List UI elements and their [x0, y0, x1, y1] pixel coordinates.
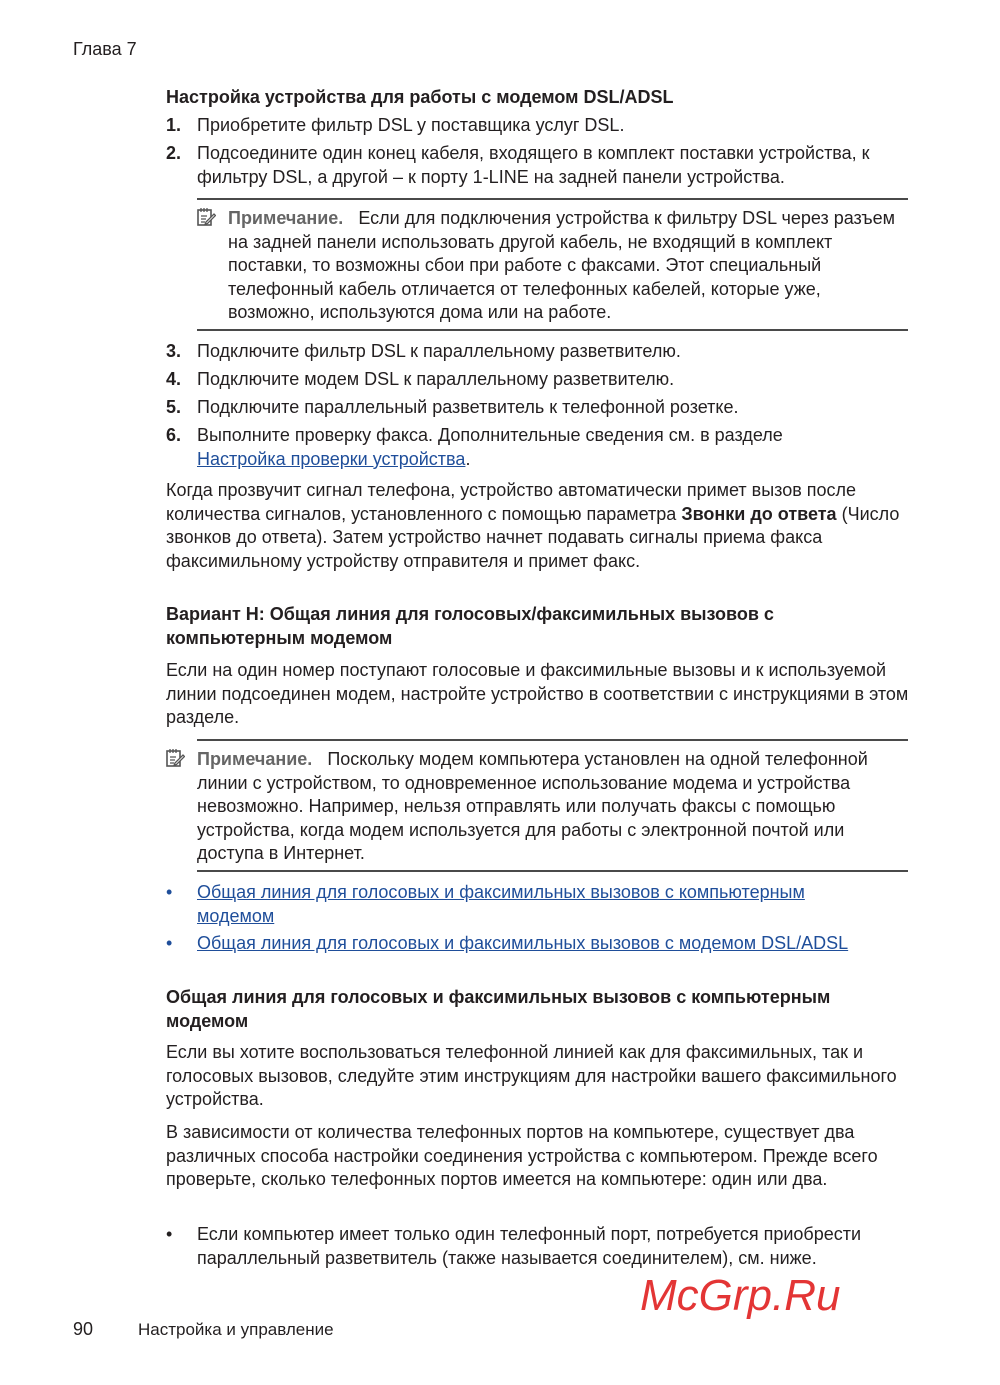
- note-icon: [196, 207, 216, 227]
- paragraph-intro: Если вы хотите воспользоваться телефонной линией как для факсимильных, так и голосовых вызовов, следуйте этим инструкциям для настройки вашего факсимильного устройства.: [166, 1042, 897, 1109]
- chapter-header: Глава 7: [73, 39, 137, 59]
- bullet-link-2: [166, 932, 911, 956]
- bullet: •: [166, 933, 173, 953]
- link-computer-modem[interactable]: Общая линия для голосовых и факсимильных вызовов с компьютерным модемом: [197, 882, 805, 926]
- section-heading-computer-modem: Общая линия для голосовых и факсимильных вызовов с компьютерным модемом: [166, 987, 831, 1031]
- step-number: 2.: [166, 143, 182, 163]
- para-text: (Число звонков до ответа). Затем устройство начнет подавать сигналы приема факса факсимильному устройству отправителя и примет факс.: [166, 503, 900, 571]
- note-label: Примечание.: [228, 208, 344, 228]
- section-heading-variant-h: Вариант H: Общая линия для голосовых/факсимильных вызовов с компьютерным модемом: [166, 604, 774, 648]
- footer-title: Настройка и управление: [138, 1320, 334, 1339]
- step-3: [166, 340, 911, 364]
- bullet-one-port: [166, 1223, 911, 1270]
- watermark: McGrp.Ru: [640, 1271, 841, 1320]
- step-text: Подключите параллельный разветвитель к телефонной розетке.: [197, 397, 739, 417]
- note-divider-top: [197, 198, 908, 200]
- step-number: 3.: [166, 341, 182, 361]
- step-number: 6.: [166, 425, 182, 445]
- note-divider-top: [197, 739, 908, 741]
- note-modem: [197, 748, 911, 866]
- step-text: Подсоедините один конец кабеля, входящего в комплект поставки устройства, к фильтру DSL, а другой – к порту 1-LINE на задней панели устройства.: [197, 143, 870, 187]
- step-text: Приобретите фильтр DSL у поставщика услуг DSL.: [197, 115, 625, 135]
- step-number: 5.: [166, 397, 182, 417]
- page-number: 90: [73, 1319, 94, 1339]
- step-5: [166, 396, 911, 420]
- step-text: Подключите модем DSL к параллельному разветвителю.: [197, 369, 675, 389]
- step-text-end: .: [465, 448, 471, 469]
- bullet-link-1: [166, 881, 866, 928]
- bullet-text: Если компьютер имеет только один телефонный порт, потребуется приобрести параллельный разветвитель (также называется соединителем), см. ниже.: [197, 1224, 862, 1268]
- note-label: Примечание.: [197, 749, 313, 769]
- para-text: Когда прозвучит сигнал телефона, устройство автоматически примет вызов после количества сигналов, установленного с помощью параметра: [166, 480, 857, 524]
- step-4: [166, 368, 911, 392]
- note-divider-bottom: [197, 870, 908, 872]
- step-2: [166, 142, 911, 189]
- step-1: [166, 114, 911, 138]
- note-divider-bottom: [197, 329, 908, 331]
- step-number: 1.: [166, 115, 182, 135]
- step-text: Подключите фильтр DSL к параллельному разветвителю.: [197, 341, 681, 361]
- paragraph-variant-h: Если на один номер поступают голосовые и факсимильные вызовы и к используемой линии подсоединен модем, настройте устройство в соответствии с инструкциями в этом разделе.: [166, 660, 909, 727]
- note-icon: [165, 748, 185, 768]
- note-dsl: [228, 207, 910, 325]
- bullet: •: [166, 1224, 173, 1244]
- paragraph-rings: [166, 479, 911, 573]
- bullet: •: [166, 882, 173, 902]
- step-6: [166, 424, 911, 471]
- para-bold: Звонки до ответа: [681, 503, 837, 524]
- note-text: Поскольку модем компьютера установлен на одной телефонной линии с устройством, то одновременное использование модема и устройства невозможно. Например, нельзя отправлять или получать факсы с помощью устройства, когда модем используется для работы с электронной почтой или доступа в Интернет.: [197, 749, 868, 863]
- link-dsl-modem[interactable]: Общая линия для голосовых и факсимильных вызовов с модемом DSL/ADSL: [197, 933, 849, 953]
- note-text: Если для подключения устройства к фильтру DSL через разъем на задней панели использовать другой кабель, не входящий в комплект поставки, то возможны сбои при работе с факсами. Этот специальный телефонный кабель отличается от телефонных кабелей, которые уже, возможно, используются дома или на работе.: [228, 208, 896, 322]
- link-device-test-setup[interactable]: Настройка проверки устройства: [197, 448, 466, 469]
- paragraph-ports: В зависимости от количества телефонных портов на компьютере, существует два различных способа настройки соединения устройства с компьютером. Прежде всего проверьте, сколько телефонных портов имеется на компьютере: один или два.: [166, 1122, 878, 1189]
- step-number: 4.: [166, 369, 182, 389]
- step-text: Выполните проверку факса. Дополнительные сведения см. в разделе: [197, 425, 783, 445]
- section-heading-dsl: Настройка устройства для работы с модемом DSL/ADSL: [166, 87, 674, 107]
